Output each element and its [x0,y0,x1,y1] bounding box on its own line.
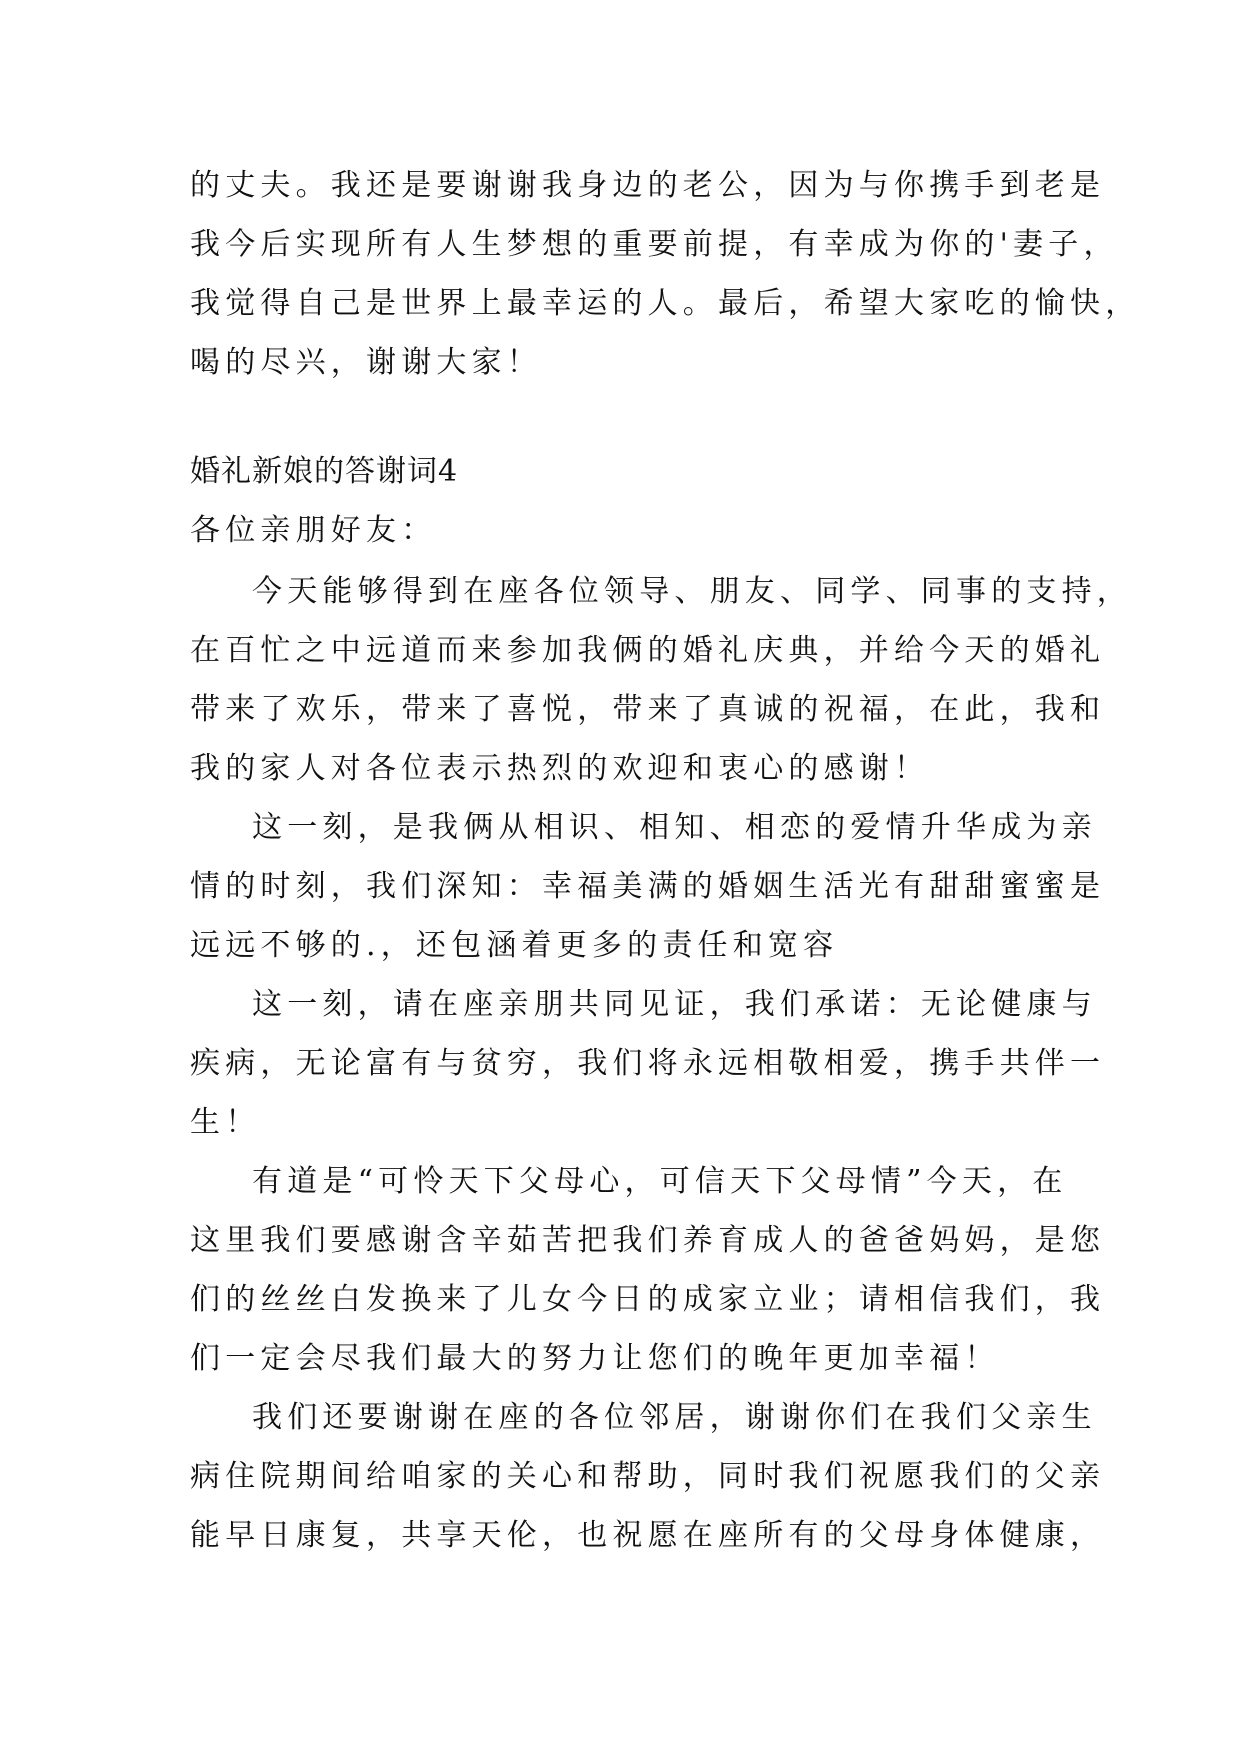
salutation: 各位亲朋好友： [190,513,437,548]
paragraph-line: 疾病，无论富有与贫穷，我们将永远相敬相爱，携手共伴一 [190,1046,1106,1081]
paragraph-line: 生！ [190,1105,261,1140]
paragraph-line: 的丈夫。我还是要谢谢我身边的老公，因为与你携手到老是 [190,168,1106,203]
paragraph-line: 带来了欢乐，带来了喜悦，带来了真诚的祝福，在此，我和 [190,692,1106,727]
paragraph-line: 我觉得自己是世界上最幸运的人。最后，希望大家吃的愉快， [190,286,1141,321]
paragraph-line: 这一刻，请在座亲朋共同见证，我们承诺：无论健康与 [252,987,1097,1022]
paragraph-line: 们一定会尽我们最大的努力让您们的晚年更加幸福！ [190,1341,1000,1376]
paragraph-line: 这一刻，是我俩从相识、相知、相恋的爱情升华成为亲 [252,810,1097,845]
section-heading: 婚礼新娘的答谢词4 [190,454,459,489]
paragraph-line: 情的时刻，我们深知：幸福美满的婚姻生活光有甜甜蜜蜜是 [190,869,1106,904]
paragraph-line: 们的丝丝白发换来了儿女今日的成家立业；请相信我们，我 [190,1282,1106,1317]
paragraph-line: 今天能够得到在座各位领导、朋友、同学、同事的支持， [252,574,1132,609]
paragraph-line: 病住院期间给咱家的关心和帮助，同时我们祝愿我们的父亲 [190,1459,1106,1494]
paragraph-line: 能早日康复，共享天伦，也祝愿在座所有的父母身体健康， [190,1518,1106,1553]
paragraph-line: 喝的尽兴，谢谢大家！ [190,345,542,380]
paragraph-line: 这里我们要感谢含辛茹苦把我们养育成人的爸爸妈妈，是您 [190,1223,1106,1258]
paragraph-line: 我们还要谢谢在座的各位邻居，谢谢你们在我们父亲生 [252,1400,1097,1435]
paragraph-line: 远远不够的.，还包涵着更多的责任和宽容 [190,928,839,963]
paragraph-line: 在百忙之中远道而来参加我俩的婚礼庆典，并给今天的婚礼 [190,633,1106,668]
paragraph-line: 我今后实现所有人生梦想的重要前提，有幸成为你的'妻子， [190,227,1119,262]
paragraph-line: 我的家人对各位表示热烈的欢迎和衷心的感谢！ [190,751,930,786]
paragraph-line: 有道是“可怜天下父母心，可信天下父母情”今天，在 [252,1164,1068,1199]
